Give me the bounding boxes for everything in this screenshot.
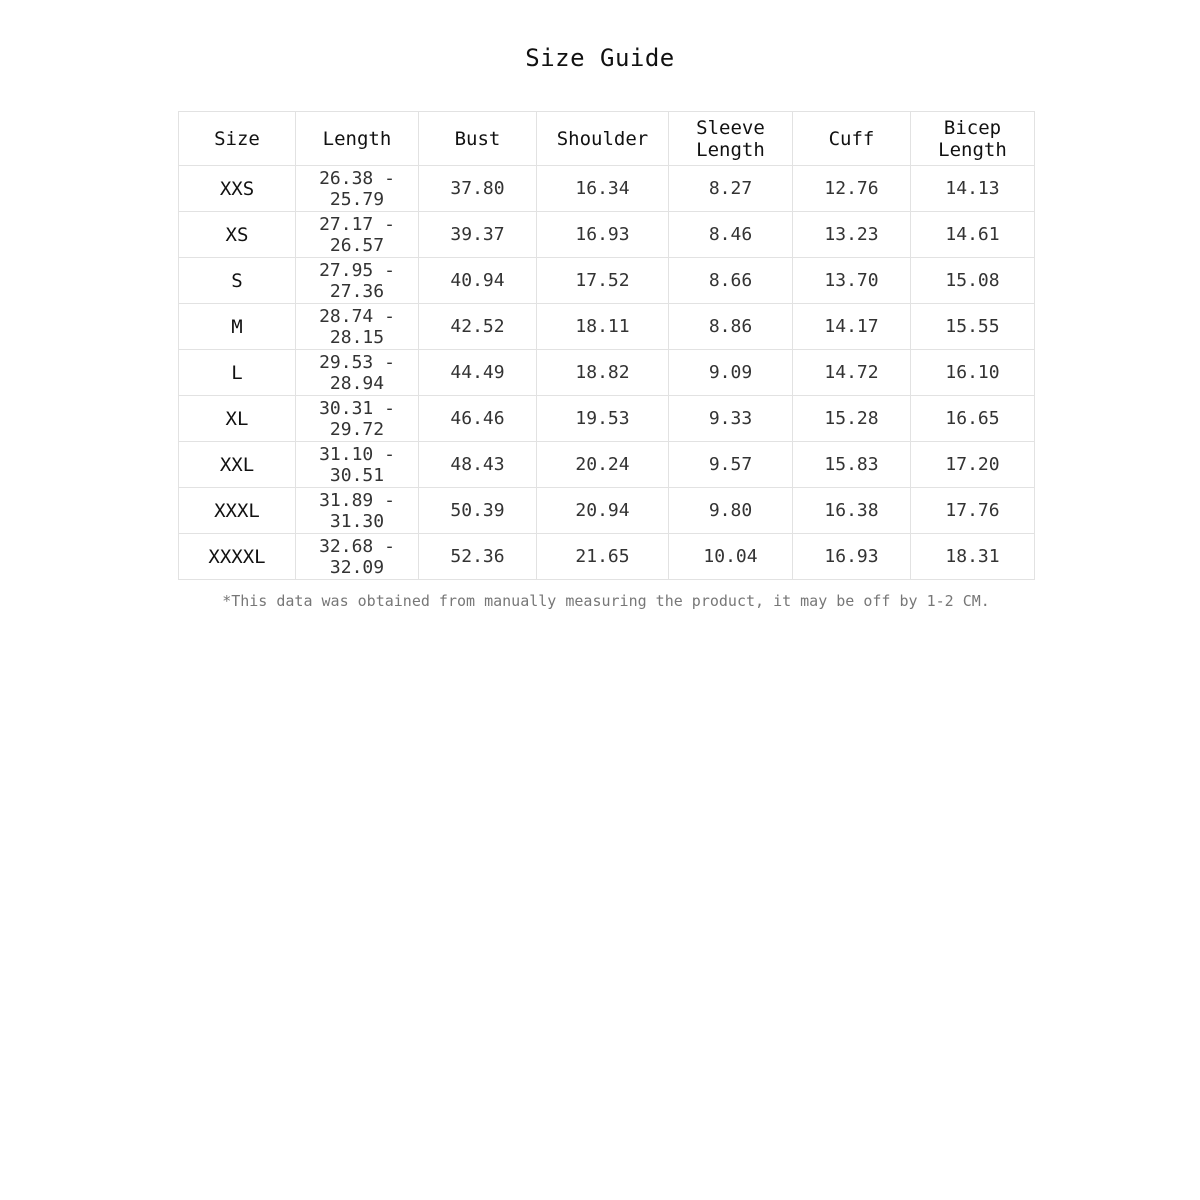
page-title: Size Guide <box>525 44 675 72</box>
cell-bicep-length: 15.08 <box>911 258 1035 304</box>
cell-size: XXS <box>179 166 296 212</box>
cell-sleeve-length: 9.57 <box>669 442 793 488</box>
cell-bicep-length: 18.31 <box>911 534 1035 580</box>
table-row <box>179 166 1035 212</box>
cell-cuff: 13.70 <box>793 258 911 304</box>
cell-length: 31.89 - 31.30 <box>296 488 419 534</box>
cell-shoulder: 19.53 <box>537 396 669 442</box>
cell-bust: 48.43 <box>419 442 537 488</box>
cell-size: XS <box>179 212 296 258</box>
cell-sleeve-length: 10.04 <box>669 534 793 580</box>
cell-bicep-length: 14.13 <box>911 166 1035 212</box>
table-row <box>179 442 1035 488</box>
cell-bicep-length: 16.65 <box>911 396 1035 442</box>
cell-bust: 37.80 <box>419 166 537 212</box>
table-row <box>179 350 1035 396</box>
cell-length: 31.10 - 30.51 <box>296 442 419 488</box>
header-shoulder: Shoulder <box>537 112 669 166</box>
cell-sleeve-length: 8.66 <box>669 258 793 304</box>
cell-size: XXXXL <box>179 534 296 580</box>
cell-size: XXL <box>179 442 296 488</box>
table-row <box>179 534 1035 580</box>
cell-sleeve-length: 8.46 <box>669 212 793 258</box>
cell-shoulder: 18.82 <box>537 350 669 396</box>
cell-shoulder: 16.34 <box>537 166 669 212</box>
header-bicep-length: Bicep Length <box>911 112 1035 166</box>
table-row <box>179 258 1035 304</box>
cell-bust: 39.37 <box>419 212 537 258</box>
cell-size: M <box>179 304 296 350</box>
cell-shoulder: 21.65 <box>537 534 669 580</box>
cell-size: S <box>179 258 296 304</box>
cell-bust: 44.49 <box>419 350 537 396</box>
cell-length: 27.95 - 27.36 <box>296 258 419 304</box>
cell-cuff: 14.17 <box>793 304 911 350</box>
cell-bicep-length: 16.10 <box>911 350 1035 396</box>
cell-cuff: 16.38 <box>793 488 911 534</box>
cell-bicep-length: 15.55 <box>911 304 1035 350</box>
measurement-note: *This data was obtained from manually measuring the product, it may be off by 1-2 CM. <box>222 592 990 610</box>
cell-shoulder: 16.93 <box>537 212 669 258</box>
table-row <box>179 396 1035 442</box>
cell-length: 32.68 - 32.09 <box>296 534 419 580</box>
size-guide-table <box>178 111 1035 580</box>
cell-shoulder: 18.11 <box>537 304 669 350</box>
cell-size: L <box>179 350 296 396</box>
header-length: Length <box>296 112 419 166</box>
cell-length: 30.31 - 29.72 <box>296 396 419 442</box>
cell-cuff: 15.83 <box>793 442 911 488</box>
cell-length: 27.17 - 26.57 <box>296 212 419 258</box>
cell-bicep-length: 17.76 <box>911 488 1035 534</box>
cell-sleeve-length: 9.33 <box>669 396 793 442</box>
cell-size: XL <box>179 396 296 442</box>
header-sleeve-length: Sleeve Length <box>669 112 793 166</box>
cell-bicep-length: 17.20 <box>911 442 1035 488</box>
cell-sleeve-length: 8.86 <box>669 304 793 350</box>
cell-sleeve-length: 9.80 <box>669 488 793 534</box>
cell-bust: 42.52 <box>419 304 537 350</box>
cell-cuff: 16.93 <box>793 534 911 580</box>
table-row <box>179 488 1035 534</box>
cell-shoulder: 20.24 <box>537 442 669 488</box>
header-bust: Bust <box>419 112 537 166</box>
cell-size: XXXL <box>179 488 296 534</box>
cell-bust: 46.46 <box>419 396 537 442</box>
cell-bicep-length: 14.61 <box>911 212 1035 258</box>
cell-bust: 50.39 <box>419 488 537 534</box>
header-cuff: Cuff <box>793 112 911 166</box>
cell-bust: 40.94 <box>419 258 537 304</box>
cell-cuff: 14.72 <box>793 350 911 396</box>
cell-length: 29.53 - 28.94 <box>296 350 419 396</box>
table-row <box>179 304 1035 350</box>
cell-length: 26.38 - 25.79 <box>296 166 419 212</box>
cell-sleeve-length: 9.09 <box>669 350 793 396</box>
cell-cuff: 12.76 <box>793 166 911 212</box>
cell-length: 28.74 - 28.15 <box>296 304 419 350</box>
table-row <box>179 212 1035 258</box>
cell-sleeve-length: 8.27 <box>669 166 793 212</box>
table-body <box>179 166 1035 580</box>
cell-shoulder: 17.52 <box>537 258 669 304</box>
cell-cuff: 13.23 <box>793 212 911 258</box>
header-size: Size <box>179 112 296 166</box>
cell-bust: 52.36 <box>419 534 537 580</box>
cell-cuff: 15.28 <box>793 396 911 442</box>
cell-shoulder: 20.94 <box>537 488 669 534</box>
table-header-row <box>179 112 1035 166</box>
